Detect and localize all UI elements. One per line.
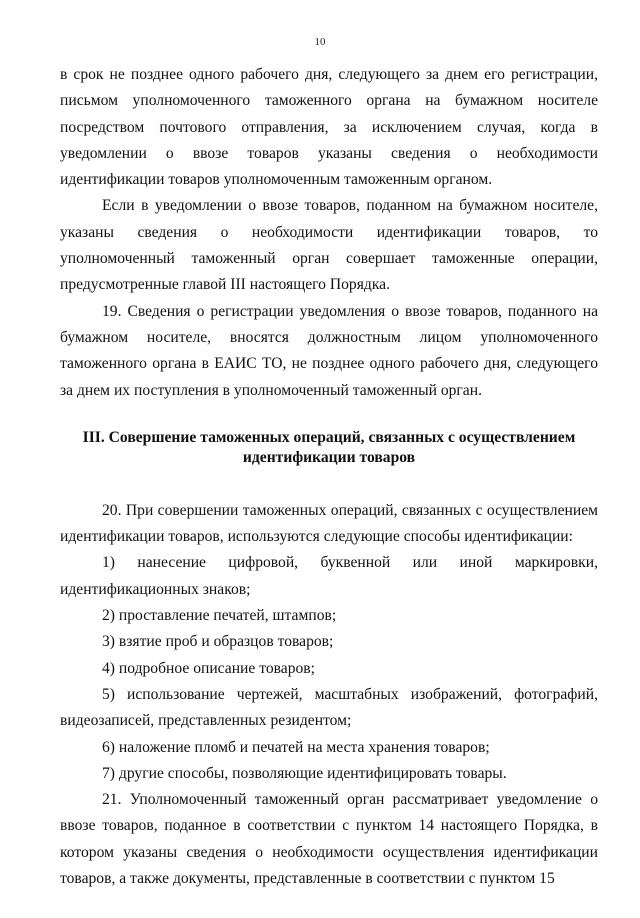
paragraph-21: 21. Уполномоченный таможенный орган рассматривает уведомление о ввозе товаров, поданное в соответствии с пунктом 14 настоящего Порядка, в котором указаны сведения о необходимости осуществления идентификации товаров, а также документы, представленные в соответствии с пунктом 15 [60, 791, 598, 888]
list-item: 7) другие способы, позволяющие идентифицировать товары. [102, 764, 507, 782]
list-item: 3) взятие проб и образцов товаров; [102, 633, 334, 651]
list-item: 6) наложение пломб и печатей на места хранения товаров; [102, 738, 490, 756]
paragraph-20: 20. При совершении таможенных операций, связанных с осуществлением идентификации товаров, используются следующие способы идентификации: [60, 501, 598, 546]
list-item: 4) подробное описание товаров; [102, 659, 315, 677]
list-item: 1) нанесение цифровой, буквенной или иной маркировки, идентификационных знаков; [60, 554, 598, 598]
document-body [60, 62, 598, 892]
list-item: 2) проставление печатей, штампов; [102, 607, 337, 625]
page-number: 10 [314, 36, 326, 48]
paragraph-19: 19. Сведения о регистрации уведомления о ввозе товаров, поданного на бумажном носителе, вносятся должностным лицом уполномоченного таможенного органа в ЕАИС ТО, не позднее одного рабочего дня, следующего за днем их поступления в уполномоченный таможенный орган. [60, 302, 598, 399]
list-item: 5) использование чертежей, масштабных изображений, фотографий, видеозаписей, представленных резидентом; [60, 685, 598, 730]
paragraph-paper-notice: Если в уведомлении о ввозе товаров, поданном на бумажном носителе, указаны сведения о необходимости идентификации товаров, то уполномоченный таможенный орган совершает таможенные операции, предусмотренные главой III настоящего Порядка. [60, 197, 598, 294]
section-heading: III. Совершение таможенных операций, связанных с осуществлением идентификации товаров [82, 428, 576, 466]
paragraph-continuation: в срок не позднее одного рабочего дня, следующего за днем его регистрации, письмом уполномоченного таможенного органа на бумажном носителе посредством почтового отправления, за исключением случая, когда в уведомлении о ввозе товаров указаны сведения о необходимости идентификации товаров уполномоченным таможенным органом. [60, 66, 598, 189]
